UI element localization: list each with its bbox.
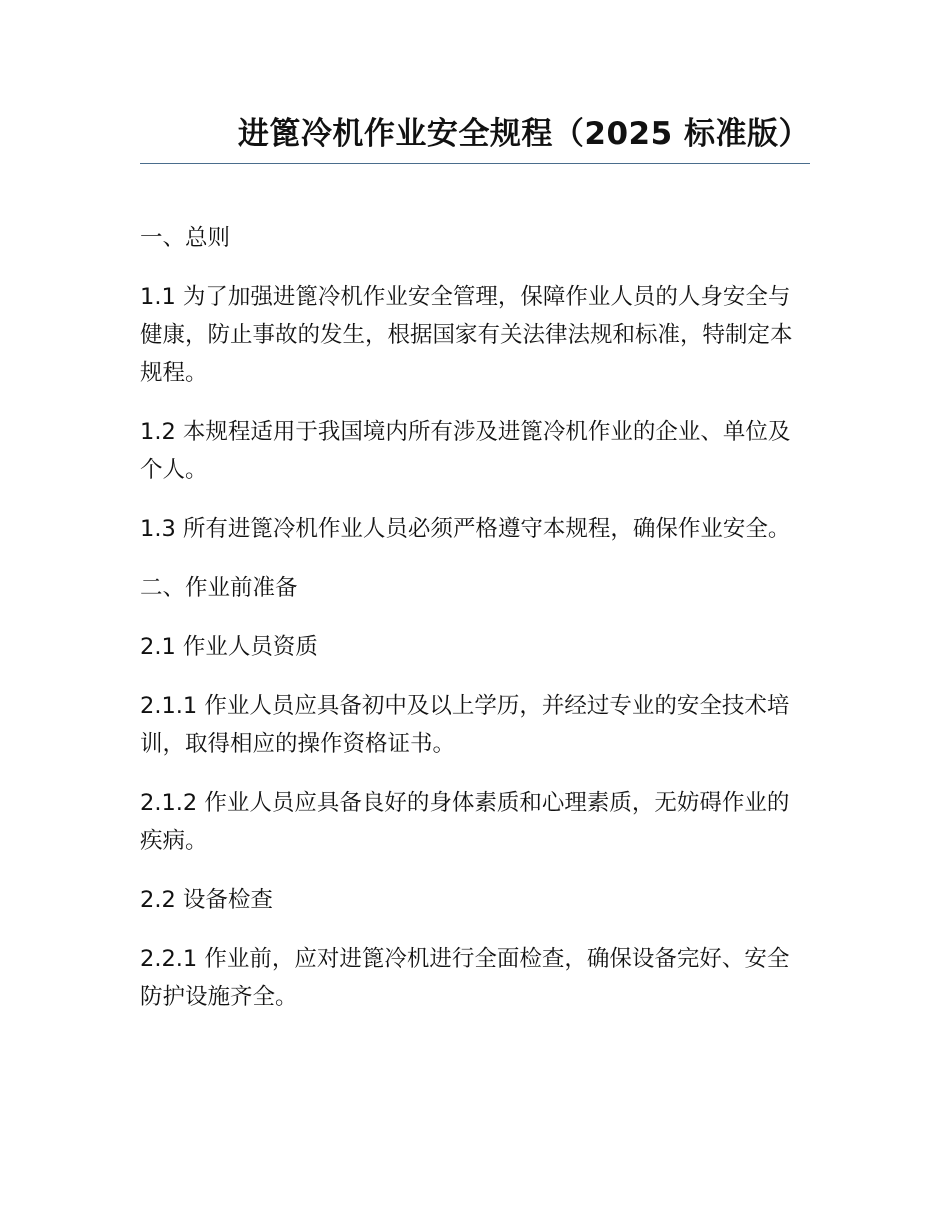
clause-1-1: 1.1 为了加强进篦冷机作业安全管理，保障作业人员的人身安全与健康，防止事故的发生，根据国家有关法律法规和标准，特制定本规程。	[140, 284, 793, 386]
clause-2-1-1: 2.1.1 作业人员应具备初中及以上学历，并经过专业的安全技术培训，取得相应的操作资格证书。	[140, 693, 790, 757]
document-page	[140, 0, 810, 1230]
clause-1-3: 1.3 所有进篦冷机作业人员必须严格遵守本规程，确保作业安全。	[140, 516, 791, 542]
section-heading-general: 一、总则	[140, 225, 231, 251]
section-heading-preparation: 二、作业前准备	[140, 575, 298, 601]
subsection-heading-2-1: 2.1 作业人员资质	[140, 634, 318, 660]
clause-2-2-1: 2.2.1 作业前，应对进篦冷机进行全面检查，确保设备完好、安全防护设施齐全。	[140, 946, 790, 1010]
clause-2-1-2: 2.1.2 作业人员应具备良好的身体素质和心理素质，无妨碍作业的疾病。	[140, 790, 790, 854]
clause-1-2: 1.2 本规程适用于我国境内所有涉及进篦冷机作业的企业、单位及个人。	[140, 419, 791, 483]
title-divider	[140, 163, 810, 164]
document-body	[140, 219, 810, 1037]
subsection-heading-2-2: 2.2 设备检查	[140, 887, 273, 913]
page-title: 进篦冷机作业安全规程（2025 标准版）	[237, 116, 810, 152]
